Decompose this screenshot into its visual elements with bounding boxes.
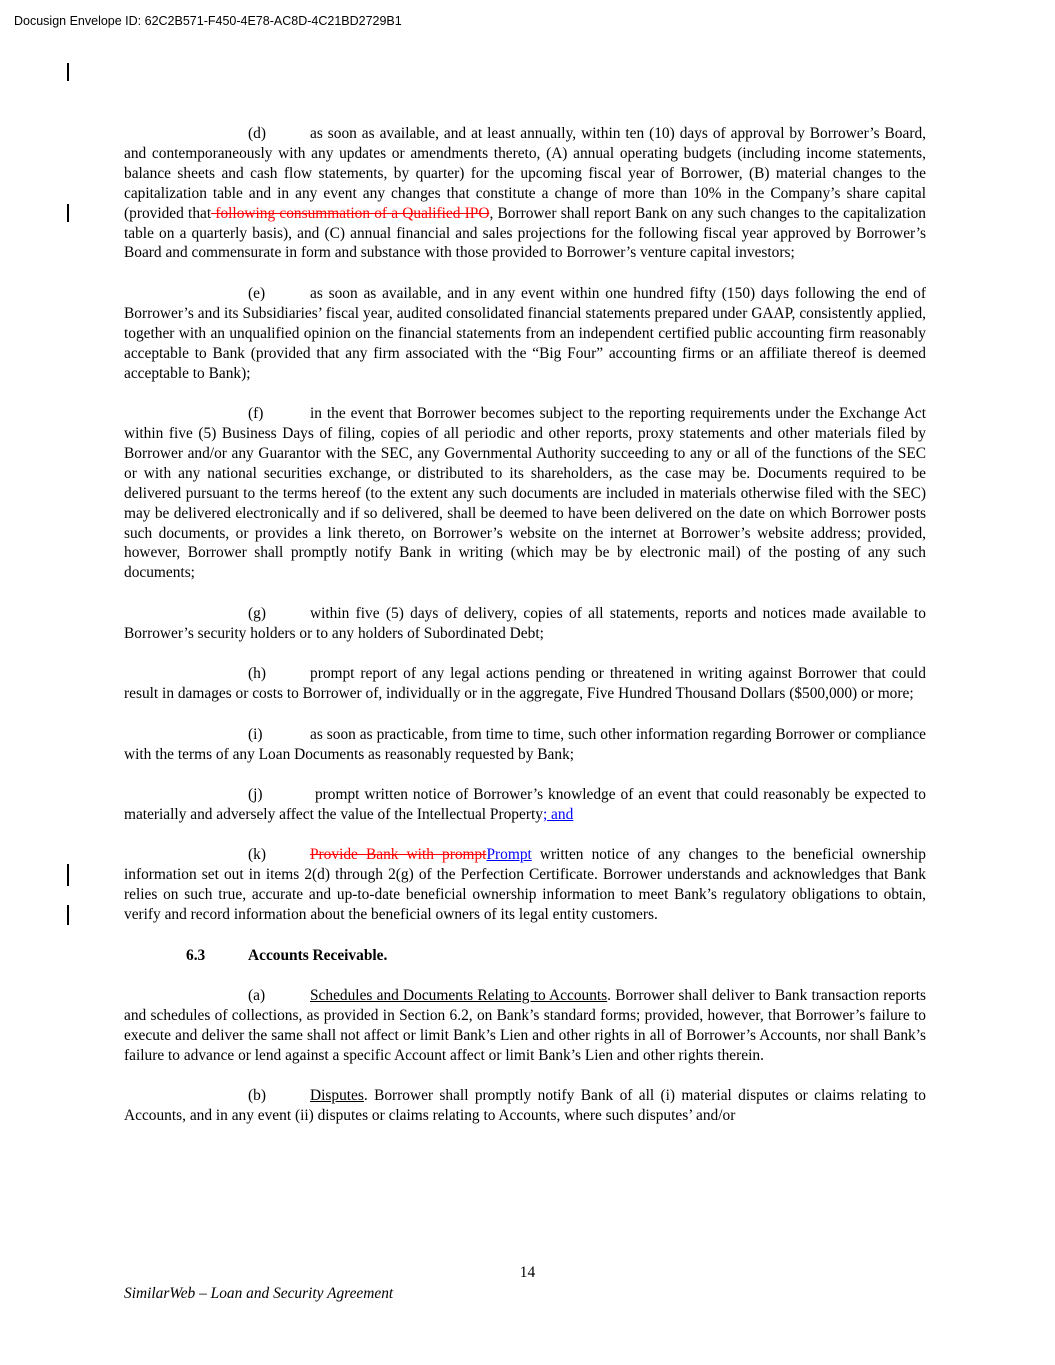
item-label: (b) (248, 1087, 266, 1105)
paragraph-f (124, 404, 926, 583)
paragraph-k (124, 845, 926, 925)
page-number: 14 (519, 1264, 536, 1281)
paragraph-ar-b (124, 1086, 926, 1126)
item-label: (k) (248, 846, 266, 864)
paragraph-h (124, 664, 926, 704)
subsection-title: Disputes (310, 1087, 364, 1105)
deleted-text: following consummation of a Qualified IPO (211, 204, 490, 222)
paragraph-i (124, 725, 926, 765)
section-number: 6.3 (186, 946, 206, 964)
paragraph-text: as soon as practicable, from time to time, such other information regarding Borrower or compliance with the terms of any Loan Documents as reasonably requested by Bank; (124, 725, 926, 763)
item-label: (e) (248, 284, 266, 302)
item-label: (h) (248, 665, 266, 683)
change-bar (67, 63, 69, 81)
item-label: (j) (248, 786, 263, 804)
docusign-envelope-id: Docusign Envelope ID: 62C2B571-F450-4E78-AC8D-4C21BD2729B1 (14, 14, 402, 28)
paragraph-text: within five (5) days of delivery, copies of all statements, reports and notices made available to Borrower’s security holders or to any holders of Subordinated Debt; (124, 604, 926, 642)
paragraph-text: as soon as available, and in any event within one hundred fifty (150) days following the end of Borrower’s and its Subsidiaries’ fiscal year, audited consolidated financial statements prepared under GAAP, consistently applied, together with an unqualified opinion on the financial statements from an independent certified public accounting firm reasonably acceptable to Bank (provided that any firm associated with the “Big Four” accounting firms or an affiliate thereof is deemed acceptable to Bank); (124, 284, 926, 382)
section-title: Accounts Receivable. (248, 946, 388, 964)
deleted-text: Provide Bank with prompt (310, 846, 487, 864)
paragraph-g (124, 604, 926, 644)
item-label: (g) (248, 604, 266, 622)
paragraph-e (124, 284, 926, 384)
change-bar (67, 905, 69, 925)
paragraph-text: in the event that Borrower becomes subject to the reporting requirements under the Exchange Act within five (5) Business Days of filing, copies of all periodic and other reports, proxy statements and other materials filed by Borrower and/or any Guarantor with the SEC, any Governmental Authority succeeding to any or all of the functions of the SEC or with any national securities exchange, or distributed to its shareholders, as the case may be. Documents required to be delivered pursuant to the terms hereof (to the extent any such documents are included in materials otherwise filed with the SEC) may be delivered electronically and if so delivered, shall be deemed to have been delivered on the date on which Borrower posts such documents, or provides a link thereto, on Borrower’s website on the internet at Borrower’s website address; provided, however, Borrower shall promptly notify Bank in writing (which may be by electronic mail) of the posting of any such documents; (124, 405, 926, 582)
paragraph-text: prompt report of any legal actions pending or threatened in writing against Borrower that could result in damages or costs to Borrower of, individually or in the aggregate, Five Hundred Thousand Dollars ($500,000) or more; (124, 665, 926, 703)
paragraph-text: . Borrower shall promptly notify Bank of all (i) material disputes or claims relating to Accounts, and in any event (ii) disputes or claims relating to Accounts, where such disputes’ and/or (124, 1087, 926, 1125)
paragraph-ar-a (124, 986, 926, 1066)
inserted-text: ; and (542, 805, 574, 823)
subsection-title: Schedules and Documents Relating to Accounts (310, 987, 608, 1005)
paragraph-text: as soon as available, and at least annually, within ten (10) days of approval by Borrower’s Board, and contemporaneously with any updates or amendments thereto, (A) annual operating budgets (including income statements, balance sheets and cash flow statements, by quarter) for the upcoming fiscal year of Borrower, (B) material changes to the capitalization table and in any event any changes that constitute a change of more than 10% in the Company’s share capital (provided that (124, 125, 926, 222)
footer-title: SimilarWeb – Loan and Security Agreement (124, 1285, 394, 1302)
change-bar (67, 864, 69, 886)
document-body (124, 124, 926, 1147)
item-label: (a) (248, 987, 266, 1005)
change-bar (67, 204, 69, 222)
section-heading (124, 946, 926, 966)
paragraph-text: written notice of any changes to the beneficial ownership information set out in items 2(d) through 2(g) of the Perfection Certificate. Borrower understands and acknowledges that Bank relies on such true, accurate and up-to-date beneficial ownership information to meet Bank’s regulatory obligations to obtain, verify and record information about the beneficial owners of its legal entity customers. (124, 846, 926, 924)
item-label: (d) (248, 125, 266, 142)
inserted-text: Prompt (486, 846, 532, 864)
paragraph-text: prompt written notice of Borrower’s knowledge of an event that could reasonably be expected to materially and adversely affect the value of the Intellectual Property (124, 786, 926, 823)
paragraph-text: . Borrower shall deliver to Bank transaction reports and schedules of collections, as provided in Section 6.2, on Bank’s standard forms; provided, however, that Borrower’s failure to execute and deliver the same shall not affect or limit Bank’s Lien and other rights in all of Borrower’s Accounts, nor shall Bank’s failure to advance or lend against a specific Account affect or limit Bank’s Lien and other rights therein. (124, 987, 926, 1064)
item-label: (i) (248, 725, 263, 743)
paragraph-d (124, 124, 926, 263)
paragraph-j (124, 785, 926, 825)
item-label: (f) (248, 405, 264, 423)
paragraph-text: , Borrower shall report Bank on any such changes to the capitalization table on a quarterly basis), and (C) annual financial and sales projections for the following fiscal year approved by Borrower’s Board and commensurate in form and substance with those provided to Borrower’s venture capital investors; (124, 204, 926, 262)
